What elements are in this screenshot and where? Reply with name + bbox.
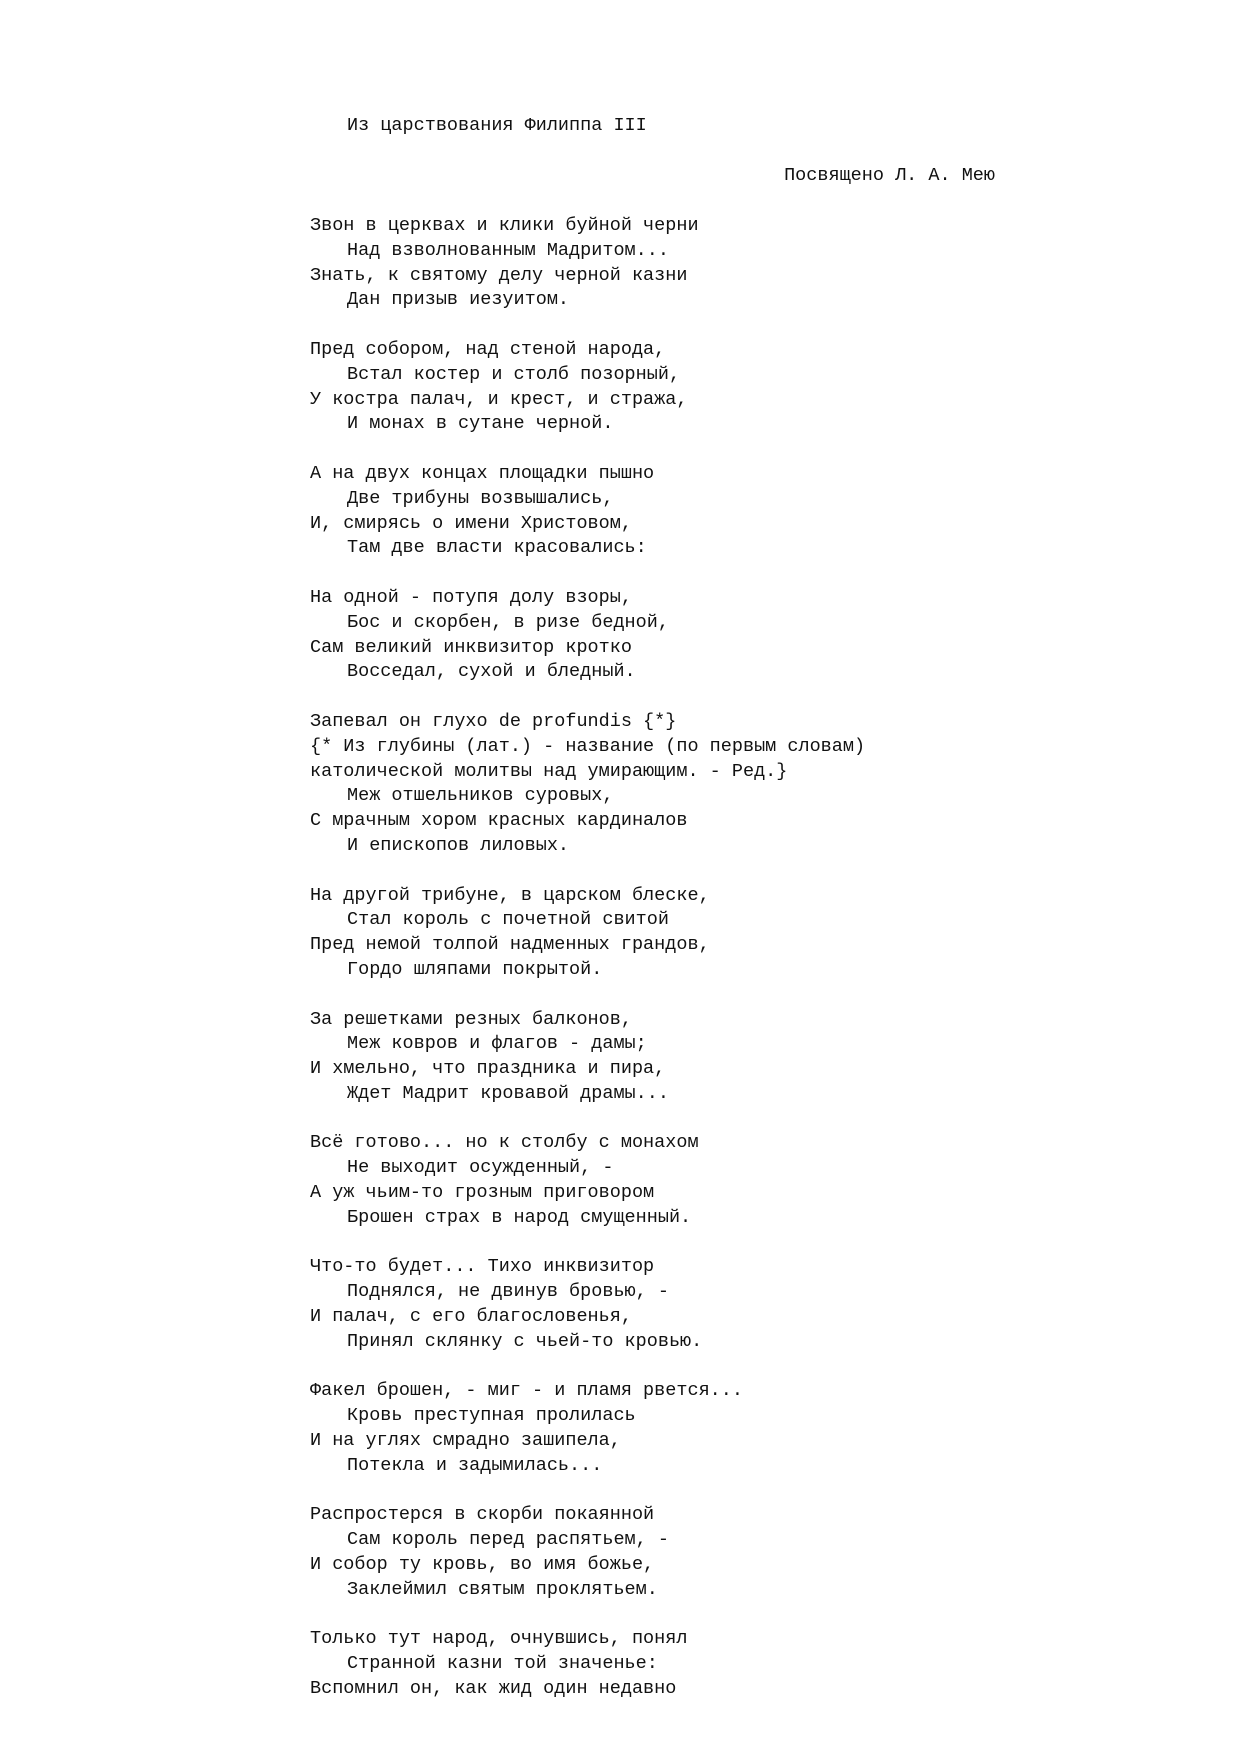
poem-line: Встал костер и столб позорный, <box>347 363 681 385</box>
poem-line: И монах в сутане черной. <box>347 413 614 435</box>
poem-line: Поднялся, не двинув бровью, - <box>347 1281 669 1303</box>
poem-line: Пред немой толпой надменных грандов, <box>310 934 710 956</box>
poem-line: С мрачным хором красных кардиналов <box>310 810 688 832</box>
poem-line: Сам король перед распятьем, - <box>347 1529 669 1551</box>
poem-line: Сам великий инквизитор кротко <box>310 636 632 658</box>
poem-line: Что-то будет... Тихо инквизитор <box>310 1256 655 1278</box>
poem-line: католической молитвы над умирающим. - Ред.} <box>310 760 788 782</box>
poem-stanza <box>310 1379 865 1478</box>
poem-line: Там две власти красовались: <box>347 537 647 559</box>
poem-line: Дан призыв иезуитом. <box>347 289 570 311</box>
poem-line: И палач, с его благословенья, <box>310 1306 632 1328</box>
poem-line: Знать, к святому делу черной казни <box>310 264 688 286</box>
poem-stanza <box>310 338 865 437</box>
poem-line: И хмельно, что праздника и пира, <box>310 1058 666 1080</box>
poem-line: Бос и скорбен, в ризе бедной, <box>347 611 669 633</box>
poem-dedication: Посвящено Л. А. Мею <box>784 165 995 186</box>
poem-line: На одной - потупя долу взоры, <box>310 586 632 608</box>
poem-stanza <box>310 1503 865 1602</box>
poem-line: Меж ковров и флагов - дамы; <box>347 1033 647 1055</box>
poem-line: Брошен страх в народ смущенный. <box>347 1206 692 1228</box>
poem-line: У костра палач, и крест, и стража, <box>310 388 688 410</box>
poem-line: И собор ту кровь, во имя божье, <box>310 1554 655 1576</box>
poem-stanza <box>310 462 865 561</box>
poem-stanza <box>310 586 865 685</box>
poem-line: Факел брошен, - миг - и пламя рвется... <box>310 1380 743 1402</box>
poem-stanza <box>310 1131 865 1230</box>
poem-line: А на двух концах площадки пышно <box>310 462 655 484</box>
poem-line: Над взволнованным Мадритом... <box>347 239 669 261</box>
poem-line: Странной казни той значенье: <box>347 1653 658 1675</box>
poem-line: А уж чьим-то грозным приговором <box>310 1182 655 1204</box>
poem-line: Меж отшельников суровых, <box>347 785 614 807</box>
poem-line: На другой трибуне, в царском блеске, <box>310 884 710 906</box>
poem-title: Из царствования Филиппа III <box>347 115 647 136</box>
poem-line: И епископов лиловых. <box>347 834 570 856</box>
poem-line: Гордо шляпами покрытой. <box>347 958 603 980</box>
poem-line: Не выходит осужденный, - <box>347 1157 614 1179</box>
poem-line: Стал король с почетной свитой <box>347 909 669 931</box>
poem-stanza <box>310 710 865 859</box>
poem-line: Кровь преступная пролилась <box>347 1405 636 1427</box>
poem-line: Потекла и задымилась... <box>347 1454 603 1476</box>
poem-line: {* Из глубины (лат.) - название (по первым словам) <box>310 735 866 757</box>
poem-line: И, смирясь о имени Христовом, <box>310 512 632 534</box>
poem-line: Восседал, сухой и бледный. <box>347 661 636 683</box>
poem-line: Ждет Мадрит кровавой драмы... <box>347 1082 669 1104</box>
poem-line: Распростерся в скорби покаянной <box>310 1504 655 1526</box>
poem-line: Только тут народ, очнувшись, понял <box>310 1628 688 1650</box>
poem-line: Заклеймил святым проклятьем. <box>347 1578 658 1600</box>
poem-line: Всё готово... но к столбу с монахом <box>310 1132 699 1154</box>
poem-line: Запевал он глухо de profundis {*} <box>310 710 677 732</box>
poem-line: Пред собором, над стеной народа, <box>310 338 666 360</box>
poem-stanza <box>310 884 865 983</box>
poem-line: Принял склянку с чьей-то кровью. <box>347 1330 703 1352</box>
poem-stanza <box>310 1255 865 1354</box>
poem-line: Звон в церквах и клики буйной черни <box>310 215 699 236</box>
poem-line: За решетками резных балконов, <box>310 1008 632 1030</box>
poem-stanza <box>310 1008 865 1107</box>
poem-body <box>310 214 865 1727</box>
poem-line: Вспомнил он, как жид один недавно <box>310 1678 677 1700</box>
poem-stanza <box>310 214 865 313</box>
poem-line: И на углях смрадно зашипела, <box>310 1430 621 1452</box>
poem-line: Две трибуны возвышались, <box>347 487 614 509</box>
poem-stanza <box>310 1627 865 1701</box>
